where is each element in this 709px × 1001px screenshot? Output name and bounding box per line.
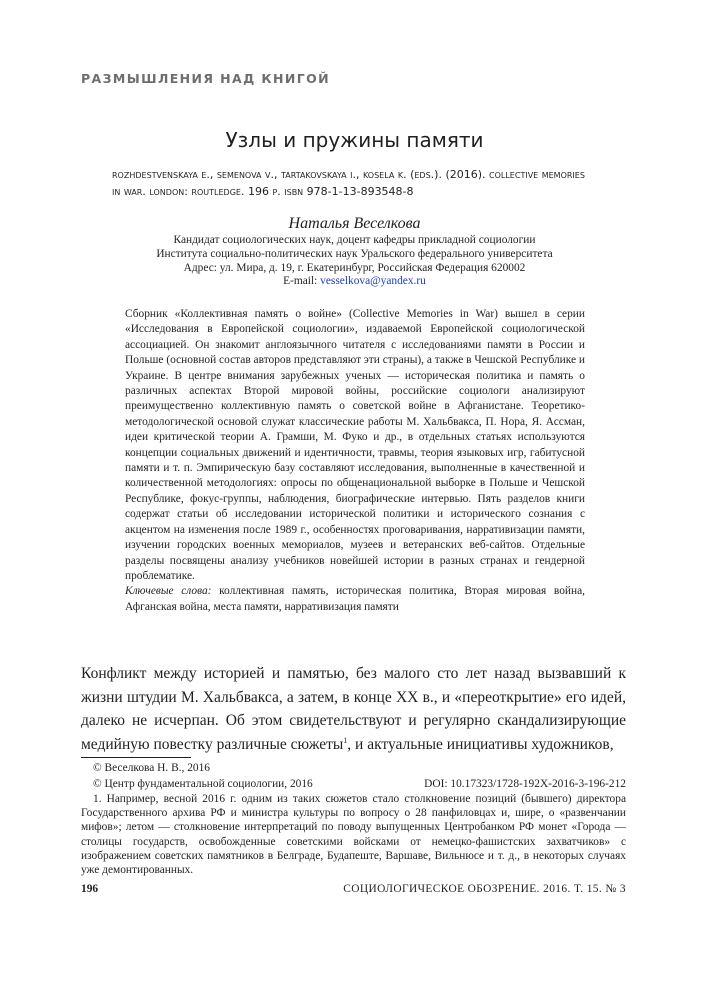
author-name: Наталья Веселкова	[288, 215, 421, 232]
page-footer	[81, 883, 626, 895]
copyright-publisher-row	[81, 777, 626, 791]
journal-name: СОЦИОЛОГИЧЕСКОЕ ОБОЗРЕНИЕ. 2016. Т. 15. № 3	[343, 883, 626, 895]
body-text-part-2: , и актуальные инициативы художников,	[347, 735, 614, 753]
email-link[interactable]: vesselkova@yandex.ru	[320, 275, 426, 288]
bib-line-2: in war. london: routledge. 196 p. isbn 978-1-13-893548-8	[112, 185, 414, 198]
footnote-reference[interactable]: 1	[343, 735, 348, 745]
email-line	[0, 275, 709, 289]
body-text-part-1: Конфликт между историей и памятью, без малого сто лет назад вызвавший к жизни штудии М. Хальбвакса, а затем, в конце XX в., и «переоткрытие» его идей, далеко не исчерпан. Об этом свидетельствуют и регулярно скандализирующие медийную повестку различные сюжеты	[81, 665, 626, 753]
keywords	[125, 584, 585, 615]
footnote-1: 1. Например, весной 2016 г. одним из таких сюжетов стало столкновение позиций (бывшего) директора Государственного архива РФ и министра культуры по вопросу о 28 панфиловцах и, шире, о «развенчании мифов»; летом — столкновение интерпретаций по поводу выпущенных Центробанком РФ монет «Города — столицы государств, освобожденные советскими войсками от немецко-фашистских захватчиков» с изображением советских памятников в Белграде, Будапеште, Варшаве, Вильнюсе и т. д., в некоторых случаях уже демонтированных.	[81, 793, 626, 877]
copyright-publisher: © Центр фундаментальной социологии, 2016	[93, 778, 313, 790]
keywords-text: коллективная память, историческая политика, Вторая мировая война, Афганская война, места памяти, нарративизация памяти	[125, 585, 585, 613]
abstract-text: Сборник «Коллективная память о войне» (Collective Memories in War) вышел в серии «Исследования в Европейской социологии», издаваемой Европейской социологической ассоциацией. Он знакомит англоязычного читателя с исследованиями памяти в России и Польше (основной состав авторов представляют эти страны), а также в Чешской Республике и Украине. В центре внимания зарубежных ученых — историческая политика и память о различных аспектах Второй мировой войны, российские социологи анализируют преимущественно коллективную память о советской войне в Афганистане. Теоретико-методологической основой служат классические работы М. Хальбвакса, П. Нора, Я. Ассман, идеи критической теории А. Грамши, М. Фуко и др., в отдельных статьях используются концепции социальных движений и идентичности, травмы, теория языковых игр, габитусной памяти и т. п. Эмпирическую базу составляют исследования, выполненные в качественной и количественной методологиях: опросы по общенациональной выборке в Польше и Чешской Республике, фокус-группы, наблюдения, биографические интервью. Пять разделов книги содержат статьи об исследовании исторической политики и исторического сознания с акцентом на изменения после 1989 г., особенностях проговаривания, нарративизации памяти, изучении городских военных мемориалов, музеев и ветеранских веб-сайтов. Отдельные разделы посвящены анализу учебников новейшей истории в разных странах и гендерной проблематике.	[125, 308, 585, 582]
section-heading: РАЗМЫШЛЕНИЯ НАД КНИГОЙ	[81, 71, 330, 86]
author-affiliation	[0, 234, 709, 289]
bib-line-1: rozhdestvenskaya e., semenova v., tartakovskaya i., kosela k. (eds.). (2016). collective memories	[112, 168, 585, 181]
footnote-divider	[81, 757, 191, 758]
affiliation-line-1: Кандидат социологических наук, доцент кафедры прикладной социологии	[173, 234, 536, 246]
address-line: Адрес: ул. Мира, д. 19, г. Екатеринбург, Российская Федерация 620002	[183, 261, 526, 274]
abstract	[125, 307, 585, 615]
keywords-label: Ключевые слова:	[125, 585, 212, 598]
body-paragraph	[81, 662, 626, 756]
page-number: 196	[81, 883, 99, 895]
affiliation-line-2: Института социально-политических наук Уральского федерального университета	[156, 247, 553, 260]
article-title: Узлы и пружины памяти	[225, 128, 484, 152]
email-label: E-mail:	[283, 275, 321, 288]
copyright-author: © Веселкова Н. В., 2016	[93, 762, 210, 774]
doi[interactable]: DOI: 10.17323/1728-192X-2016-3-196-212	[424, 778, 626, 790]
body-text	[81, 662, 626, 756]
bibliographic-reference	[112, 166, 612, 200]
